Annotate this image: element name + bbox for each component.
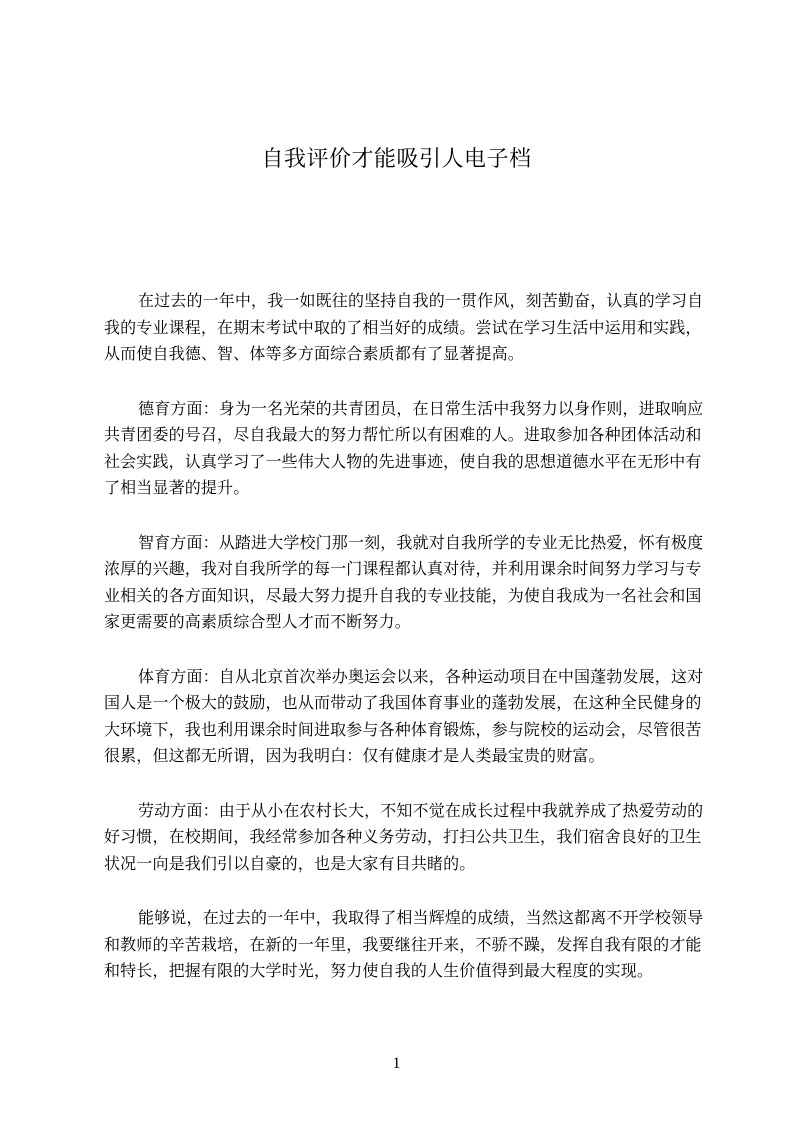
paragraph-line: 劳动方面：由于从小在农村长大，不知不觉在成长过程中我就养成了热爱劳动的	[138, 800, 704, 820]
paragraph-line: 和教师的辛苦栽培，在新的一年里，我要继往开来，不骄不躁，发挥自我有限的才能	[104, 934, 702, 954]
paragraph-line: 国人是一个极大的鼓励，也从而带动了我国体育事业的蓬勃发展，在这种全民健身的	[104, 693, 702, 712]
paragraph-line: 和特长，把握有限的大学时光，努力使自我的人生价值得到最大程度的实现。	[104, 961, 654, 980]
paragraph-line: 能够说，在过去的一年中，我取得了相当辉煌的成绩，当然这都离不开学校领导	[138, 908, 704, 927]
paragraph-line: 大环境下，我也利用课余时间进取参与各种体育锻炼，参与院校的运动会，尽管很苦	[104, 719, 702, 739]
paragraph-line: 很累，但这都无所谓，因为我明白：仅有健康才是人类最宝贵的财富。	[104, 746, 605, 765]
paragraph	[104, 905, 706, 985]
paragraph	[104, 288, 706, 368]
paragraph-line: 共青团委的号召，尽自我最大的努力帮忙所以有困难的人。进取参加各种团体活动和	[104, 425, 702, 444]
paragraph	[104, 798, 706, 878]
paragraph-line: 体育方面：自从北京首次举办奥运会以来，各种运动项目在中国蓬勃发展，这对	[138, 666, 704, 686]
paragraph-line: 德育方面：身为一名光荣的共青团员，在日常生活中我努力以身作则，进取响应	[138, 398, 704, 418]
page-number: 1	[392, 1055, 401, 1072]
document-title: 自我评价才能吸引人电子档	[261, 147, 532, 172]
paragraph-line: 了相当显著的提升。	[104, 478, 250, 497]
paragraph-line: 在过去的一年中，我一如既往的坚持自我的一贯作风，刻苦勤奋，认真的学习自	[138, 291, 704, 310]
paragraph	[104, 396, 706, 502]
paragraph-line: 社会实践，认真学习了一些伟大人物的先进事迹，使自我的思想道德水平在无形中有	[104, 451, 702, 471]
paragraph-line: 浓厚的兴趣，我对自我所学的每一门课程都认真对待，并利用课余时间努力学习与专	[104, 559, 702, 578]
paragraph-line: 家更需要的高素质综合型人才而不断努力。	[104, 612, 411, 631]
paragraph-line: 从而使自我德、智、体等多方面综合素质都有了显著提高。	[104, 344, 524, 363]
paragraph-line: 我的专业课程，在期末考试中取的了相当好的成绩。尝试在学习生活中运用和实践，	[104, 317, 702, 337]
paragraph-line: 好习惯，在校期间，我经常参加各种义务劳动，打扫公共卫生，我们宿舍良好的卫生	[104, 827, 702, 846]
paragraph	[104, 664, 706, 770]
paragraph	[104, 530, 706, 636]
document-body	[104, 288, 706, 1013]
paragraph-line: 状况一向是我们引以自豪的，也是大家有目共睹的。	[104, 853, 476, 873]
paragraph-line: 智育方面：从踏进大学校门那一刻，我就对自我所学的专业无比热爱，怀有极度	[138, 532, 704, 552]
paragraph-line: 业相关的各方面知识，尽最大努力提升自我的专业技能，为使自我成为一名社会和国	[104, 585, 702, 605]
